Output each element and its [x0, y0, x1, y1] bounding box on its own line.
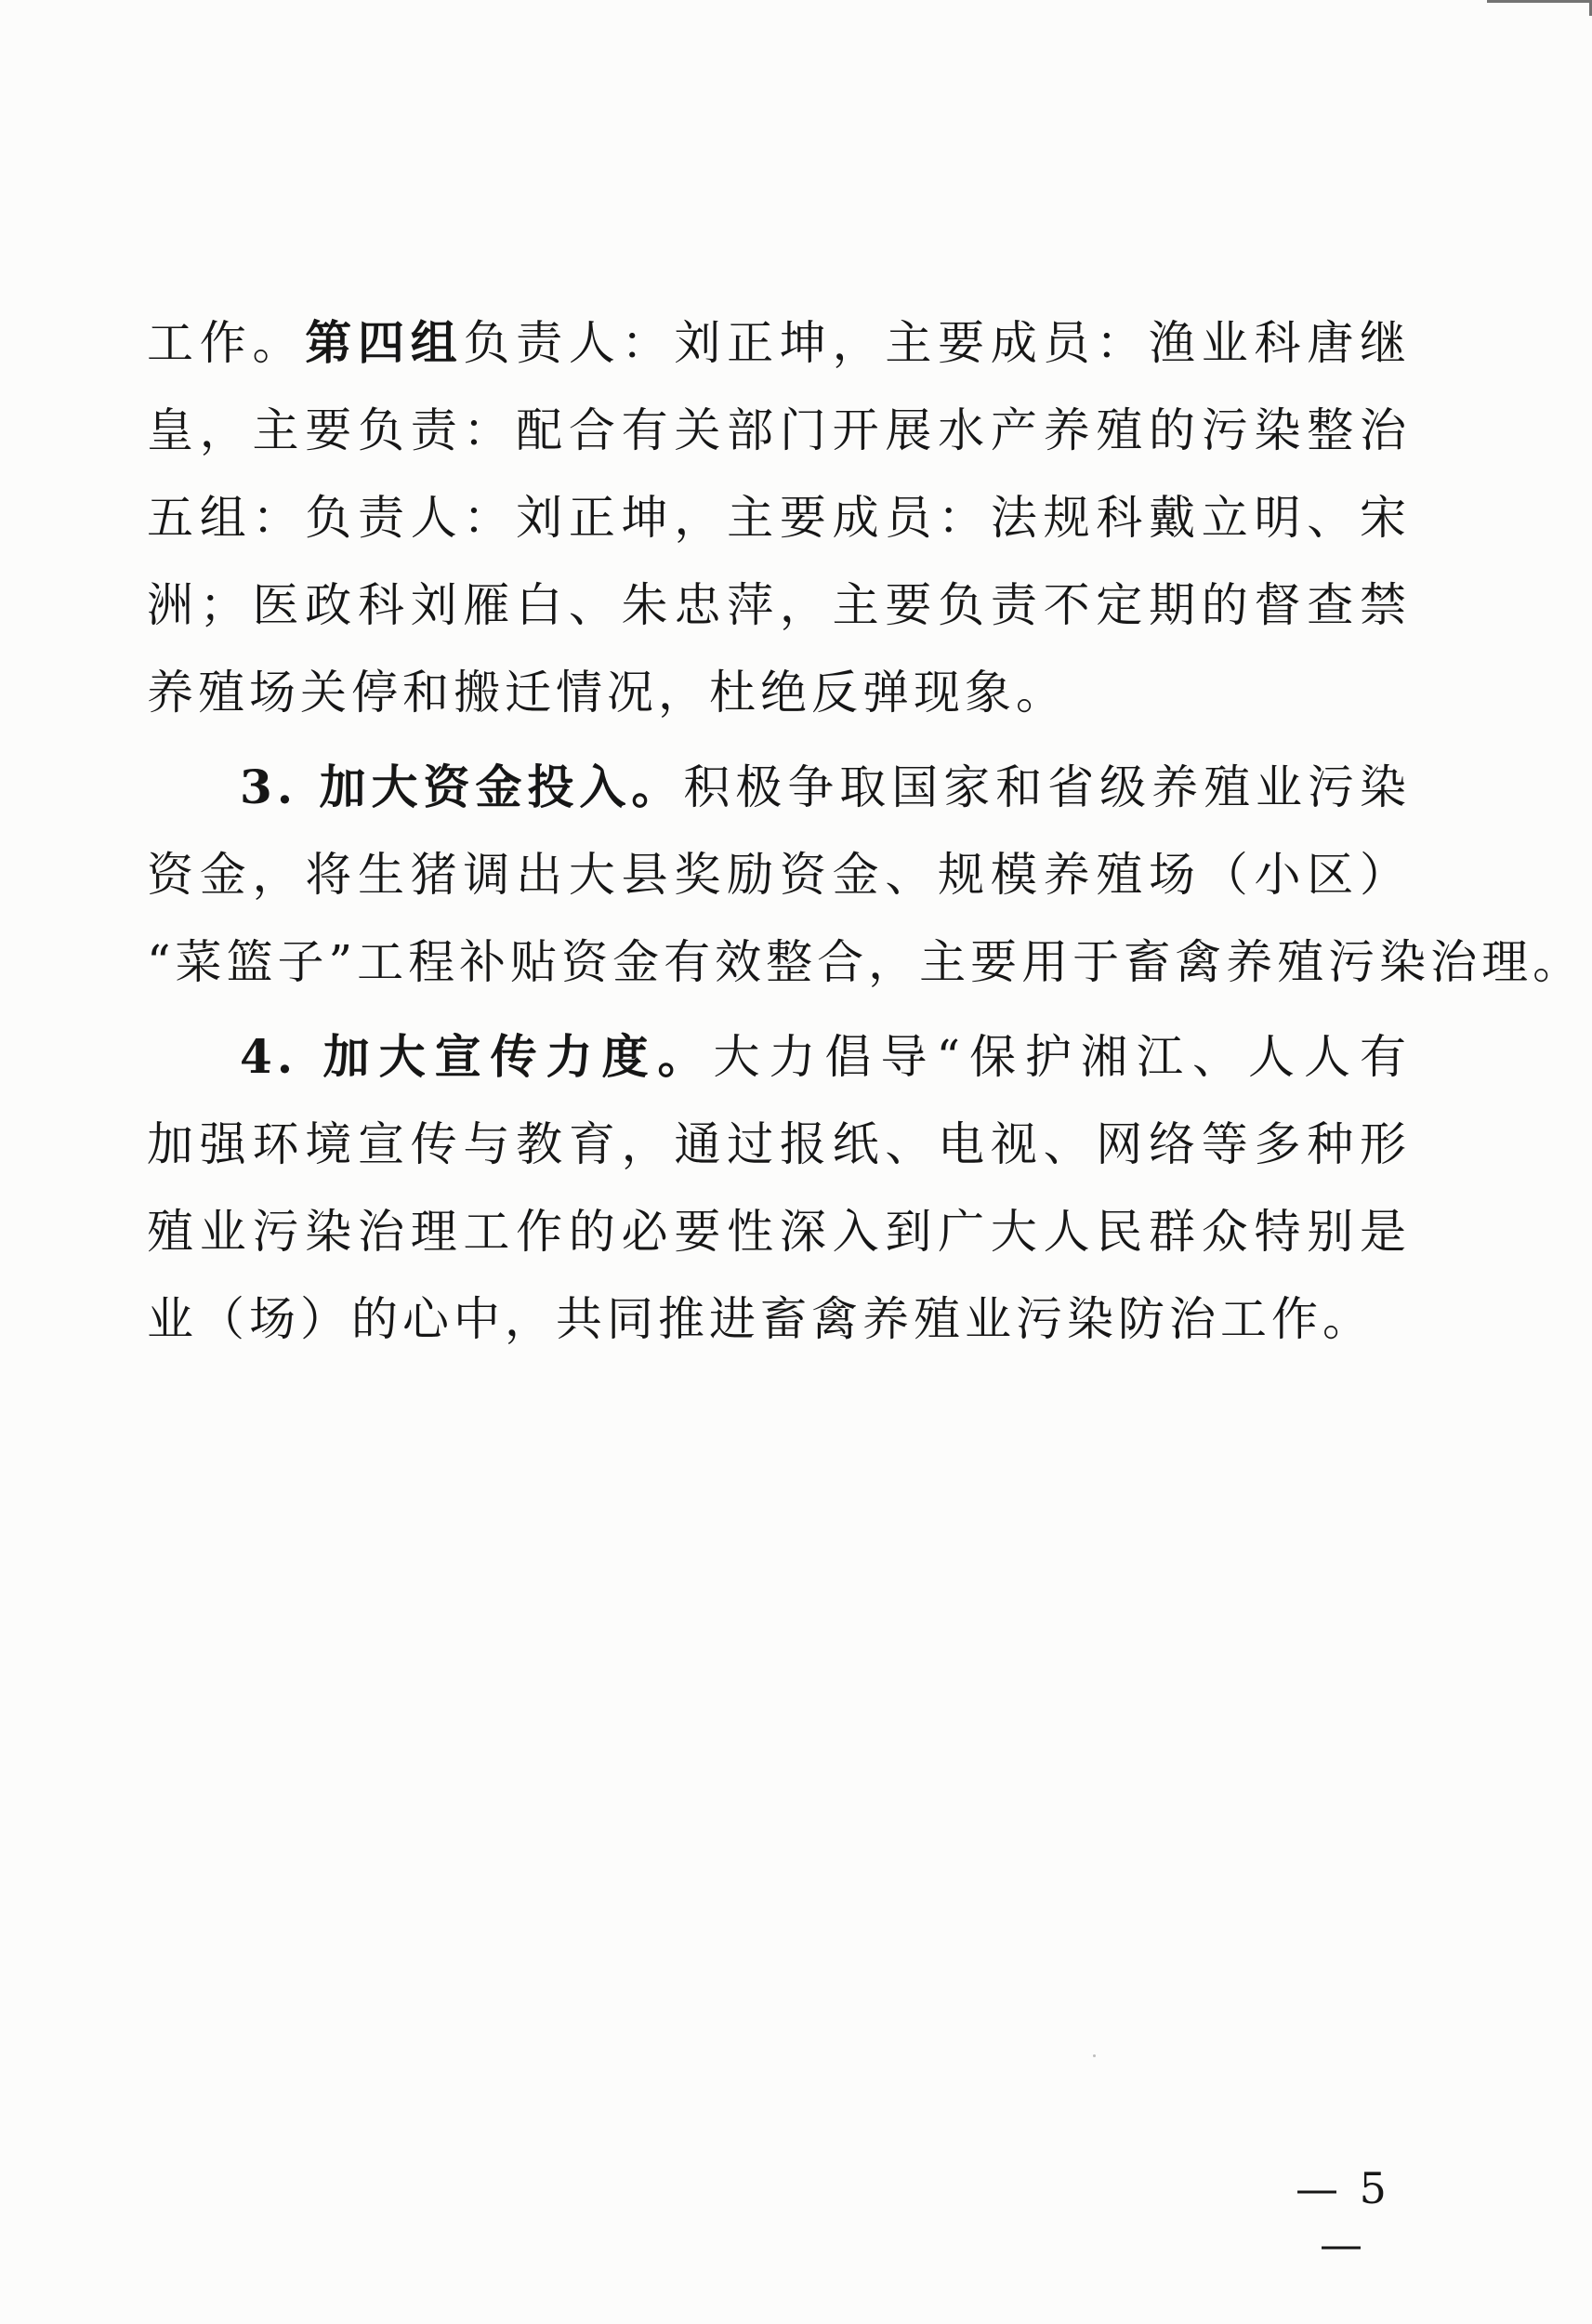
p1-line-1 [147, 299, 1411, 387]
document-body [147, 299, 1585, 1363]
p2-line-1-rest: 积极争取国家和省级养殖业污染 [683, 760, 1411, 814]
p1-line-1-rest: 负责人：刘正坤，主要成员：渔业科唐继 [463, 316, 1411, 370]
p1-line-4: 洲；医政科刘雁白、朱忠萍，主要负责不定期的督查禁 [147, 578, 1411, 632]
p3-heading: 4. 加大宣传力度。 [240, 1029, 714, 1084]
p1-line-1-lead: 工作。 [147, 316, 306, 370]
p2-line-1 [147, 744, 1411, 831]
p1-line-3: 五组：负责人：刘正坤，主要成员：法规科戴立明、宋 [147, 491, 1411, 545]
scan-speck [1093, 2054, 1096, 2057]
p3-line-1 [147, 1013, 1411, 1101]
p3-line-4: 业（场）的心中，共同推进畜禽养殖业污染防治工作。 [147, 1292, 1374, 1346]
p2-line-2: 资金，将生猪调出大县奖励资金、规模养殖场（小区） [147, 848, 1411, 902]
p2-line-3: “菜篮子”工程补贴资金有效整合，主要用于畜禽养殖污染治理。 [147, 935, 1585, 989]
group-four-label: 第四组 [305, 315, 464, 370]
page-number: — 5 — [1296, 2163, 1390, 2269]
p1-line-2: 皇，主要负责：配合有关部门开展水产养殖的污染整治 [147, 403, 1411, 457]
p1-line-5: 养殖场关停和搬迁情况，杜绝反弹现象。 [147, 666, 1067, 720]
p3-line-2: 加强环境宣传与教育，通过报纸、电视、网络等多种形 [147, 1117, 1411, 1171]
p2-heading: 3. 加大资金投入。 [240, 759, 684, 814]
p3-line-1-rest: 大力倡导“保护湘江、人人有 [713, 1030, 1411, 1084]
scan-corner-mark [1487, 0, 1592, 16]
p3-line-3: 殖业污染治理工作的必要性深入到广大人民群众特别是 [147, 1205, 1411, 1259]
